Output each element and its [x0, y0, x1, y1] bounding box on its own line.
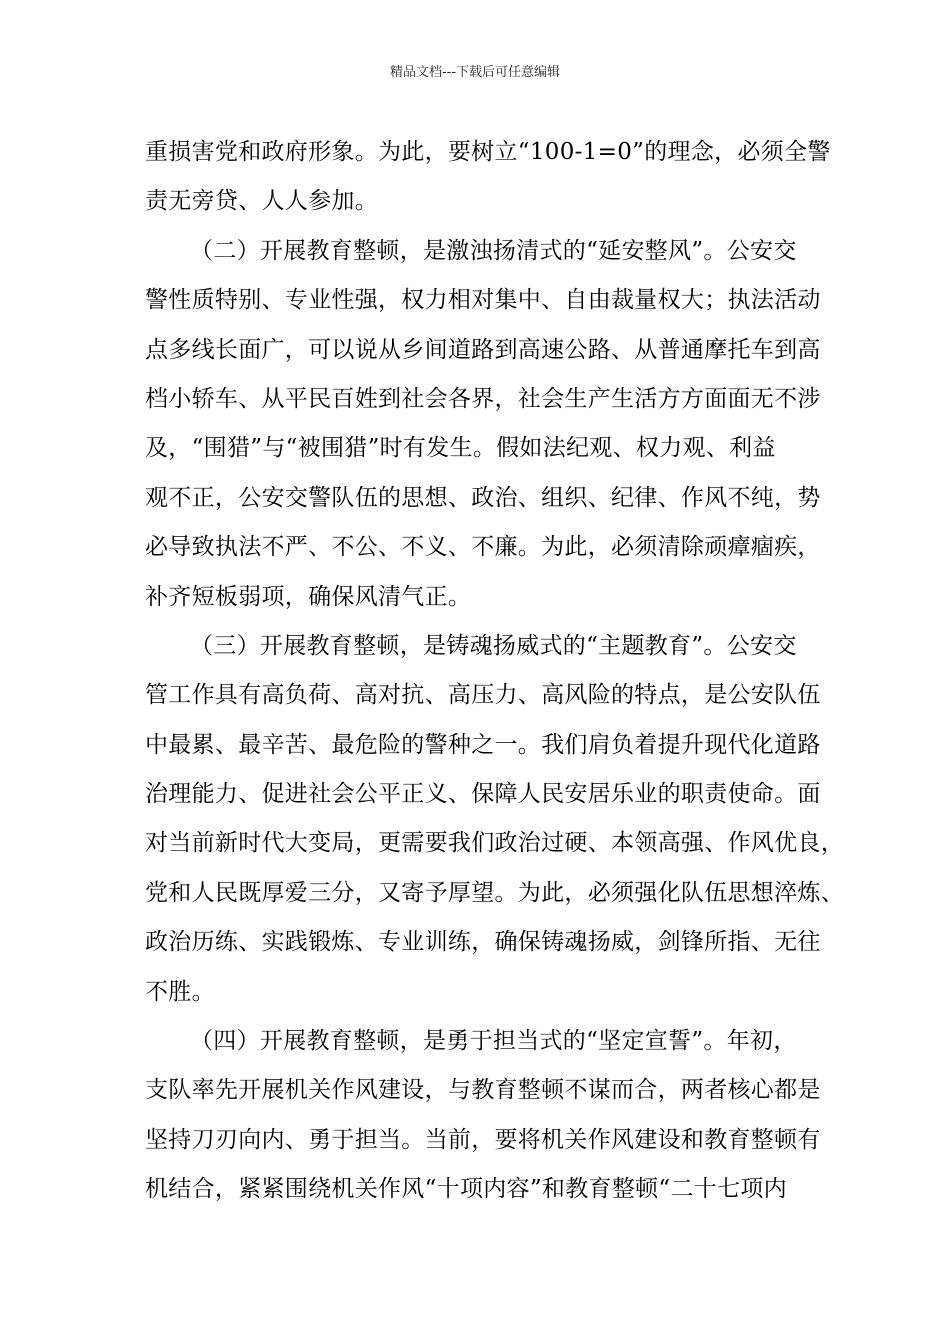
- text-line: 支队率先开展机关作风建设，与教育整顿不谋而合，两者核心都是: [145, 1077, 821, 1104]
- page-header: 精品文档---下载后可任意编辑: [389, 65, 561, 80]
- text-line: 点多线长面广，可以说从乡间道路到高速公路、从普通摩托车到高: [145, 336, 821, 363]
- text-line: 坚持刀刃向内、勇于担当。当前，要将机关作风建设和教育整顿有: [145, 1126, 821, 1153]
- paragraph-start-line: （二）开展教育整顿，是激浊扬清式的“延安整风”。公安交: [190, 237, 797, 264]
- paragraph-start-line: （三）开展教育整顿，是铸魂扬威式的“主题教育”。公安交: [190, 632, 797, 659]
- text-line: 责无旁贷、人人参加。: [145, 188, 378, 215]
- text-line: 治理能力、促进社会公平正义、保障人民安居乐业的职责使命。面: [145, 781, 821, 808]
- text-line: 必导致执法不严、不公、不义、不廉。为此，必须清除顽瘴痼疾，: [145, 534, 821, 561]
- text-line: 补齐短板弱项，确保风清气正。: [145, 583, 472, 610]
- paragraph-start-line: （四）开展教育整顿，是勇于担当式的“坚定宣誓”。年初，: [190, 1028, 797, 1055]
- text-line: 及，“围猎”与“被围猎”时有发生。假如法纪观、权力观、利益: [145, 435, 776, 462]
- text-line: 观不正，公安交警队伍的思想、政治、组织、纪律、作风不纯，势: [145, 484, 821, 511]
- text-line: 机结合，紧紧围绕机关作风“十项内容”和教育整顿“二十七项内: [145, 1176, 787, 1203]
- text-line: 重损害党和政府形象。为此，要树立“100-1=0”的理念，必须全警: [145, 139, 831, 165]
- text-line: 政治历练、实践锻炼、专业训练，确保铸魂扬威，剑锋所指、无往: [145, 929, 821, 956]
- text-line: 党和人民既厚爱三分，又寄予厚望。为此，必须强化队伍思想淬炼、: [145, 879, 844, 906]
- text-line: 中最累、最辛苦、最危险的警种之一。我们肩负着提升现代化道路: [145, 731, 821, 758]
- document-body: [145, 128, 844, 1215]
- text-line: 对当前新时代大变局，更需要我们政治过硬、本领高强、作风优良，: [145, 830, 844, 857]
- text-line: 警性质特别、专业性强，权力相对集中、自由裁量权大；执法活动: [145, 287, 821, 314]
- text-line: 档小轿车、从平民百姓到社会各界，社会生产生活方方面面无不涉: [145, 385, 821, 412]
- text-line: 管工作具有高负荷、高对抗、高压力、高风险的特点，是公安队伍: [145, 682, 821, 709]
- text-line: 不胜。: [145, 978, 215, 1005]
